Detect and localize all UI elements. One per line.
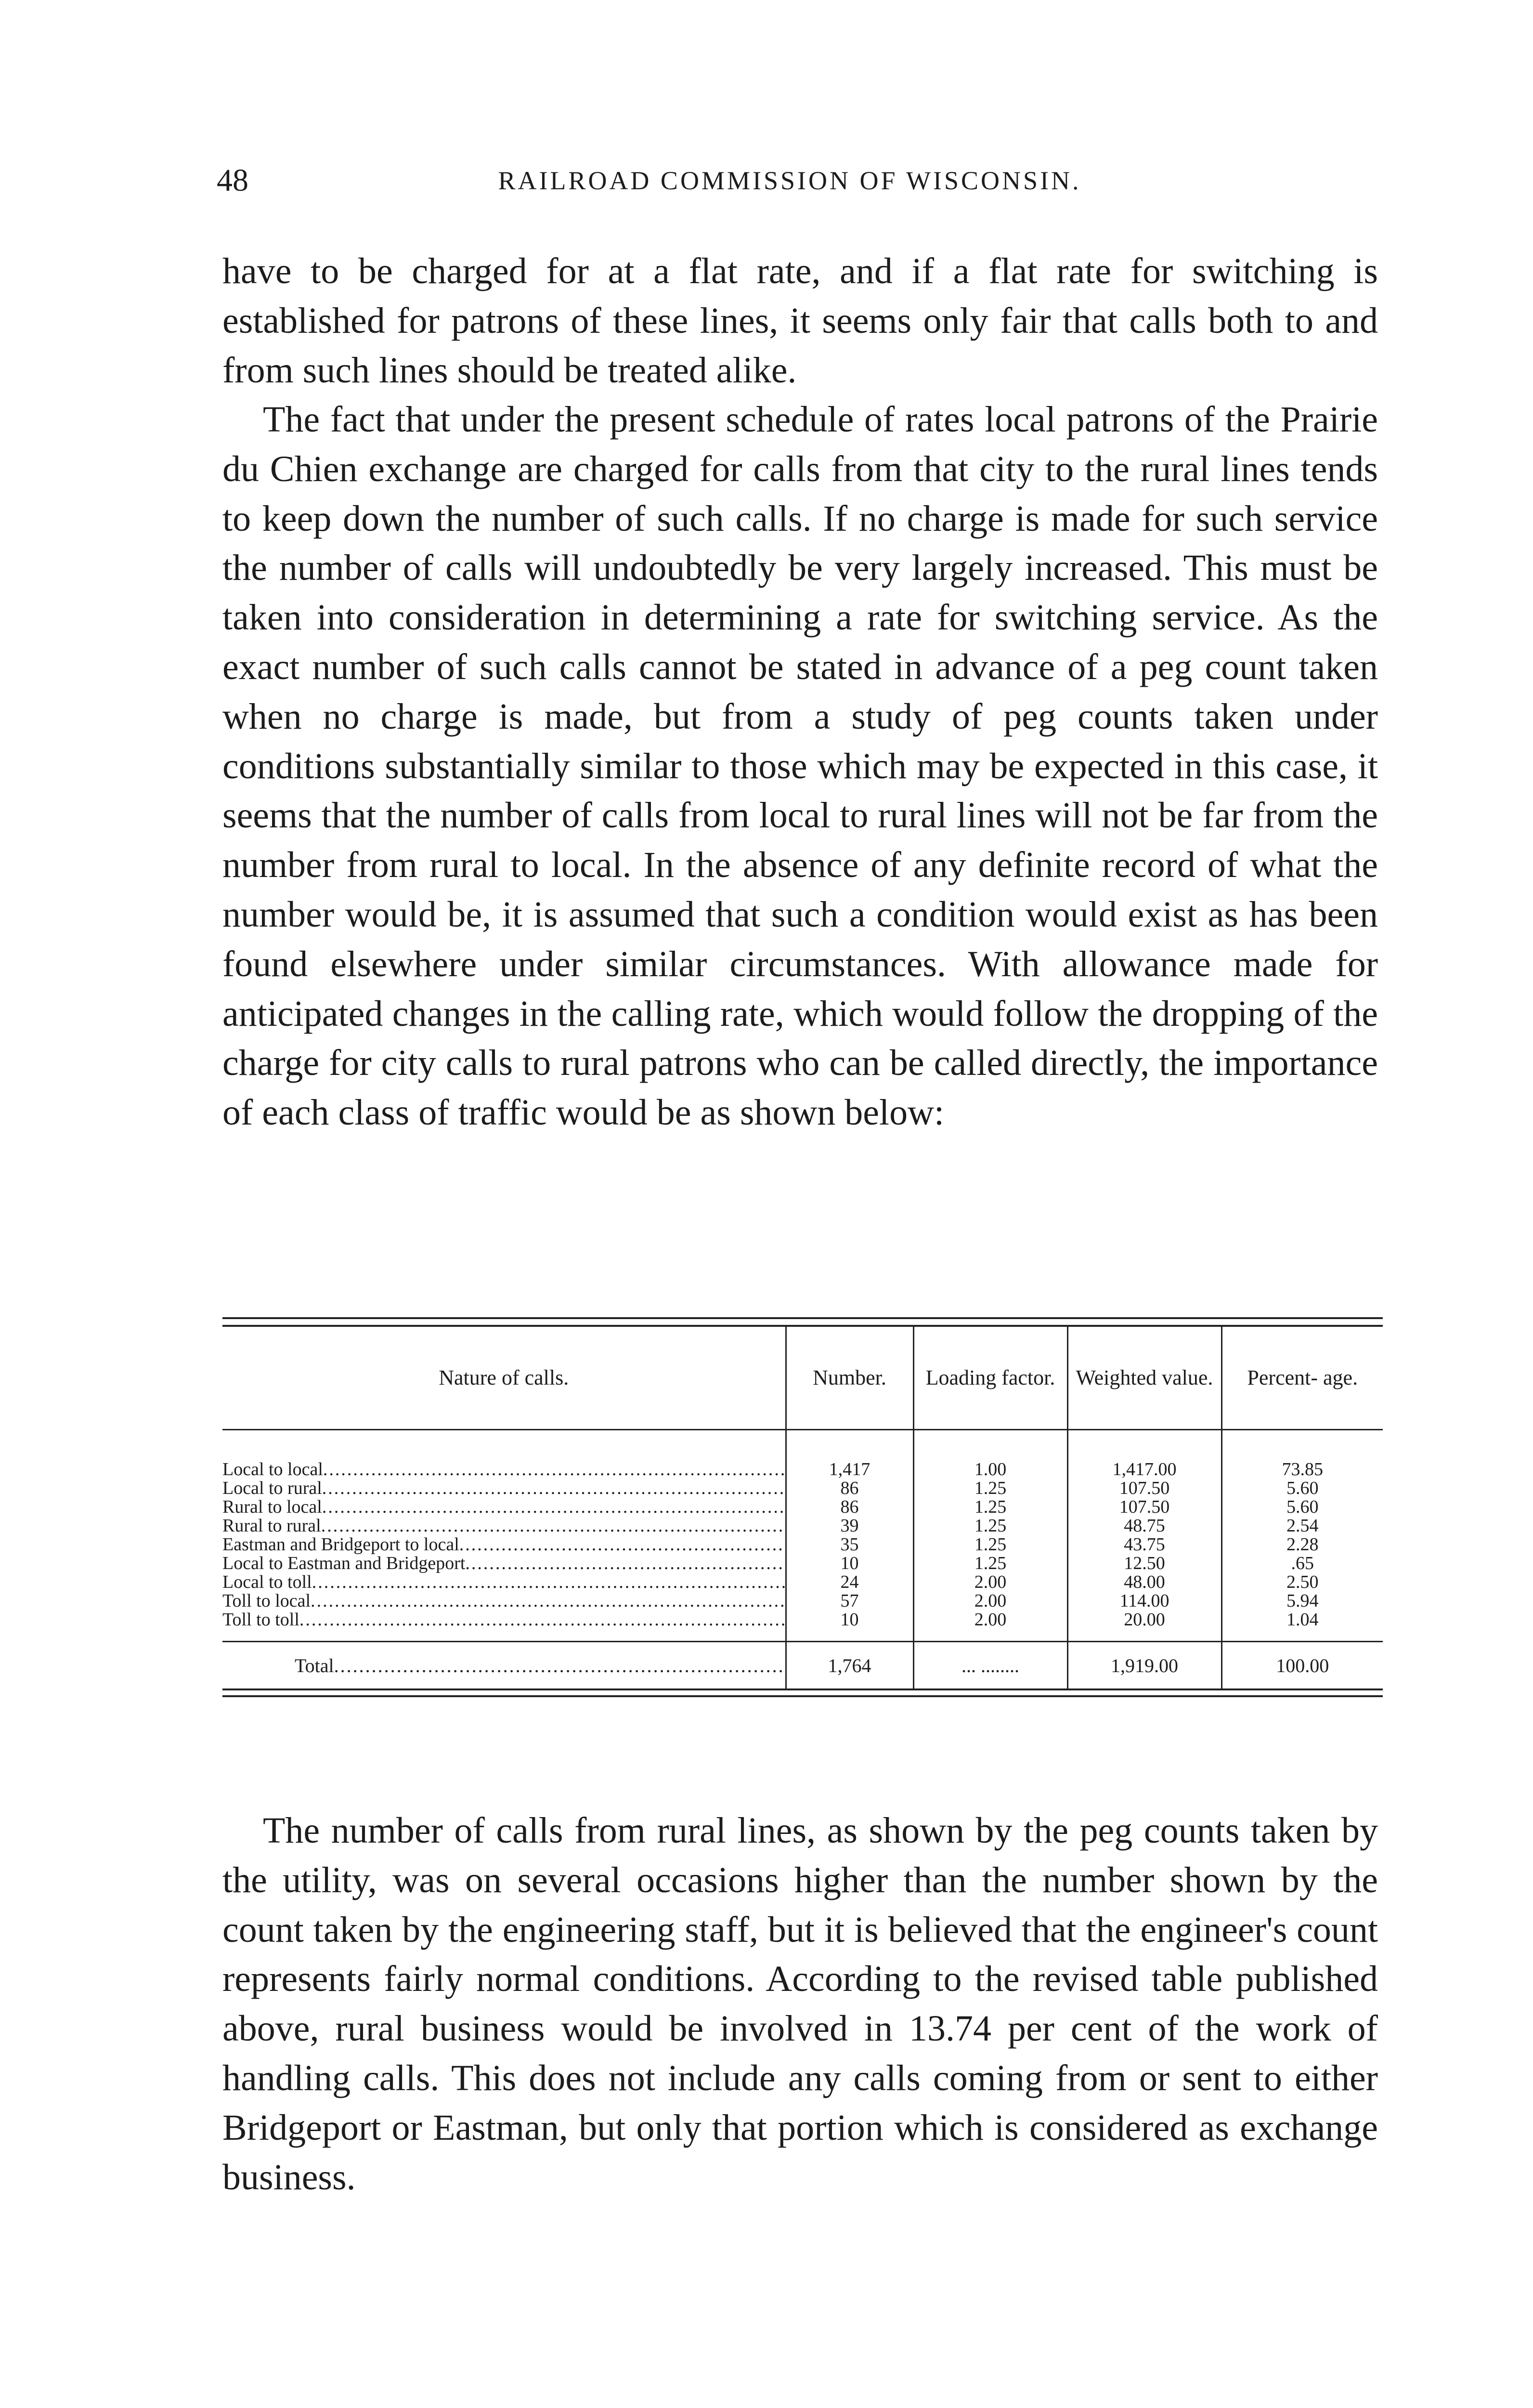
- row-nature: Local to rural: [222, 1479, 322, 1498]
- page-header: [217, 154, 1363, 207]
- row-weighted-value: 12.50: [1067, 1554, 1221, 1573]
- header-number: Number.: [786, 1327, 913, 1430]
- row-number: 10: [786, 1610, 913, 1642]
- row-nature: Eastman and Bridgeport to local: [222, 1535, 459, 1554]
- row-weighted-value: 1,417.00: [1067, 1430, 1221, 1479]
- row-loading-factor: 2.00: [913, 1592, 1067, 1610]
- row-number: 24: [786, 1573, 913, 1592]
- row-nature: Toll to toll: [222, 1610, 299, 1630]
- total-percentage: 100.00: [1221, 1642, 1383, 1689]
- row-loading-factor: 1.00: [913, 1430, 1067, 1479]
- row-loading-factor: 1.25: [913, 1517, 1067, 1535]
- row-percentage: 1.04: [1221, 1610, 1383, 1642]
- table-bottom-rule: [222, 1688, 1383, 1697]
- row-nature: Toll to local: [222, 1592, 311, 1610]
- row-number: 86: [786, 1479, 913, 1498]
- row-nature: Rural to local: [222, 1498, 322, 1517]
- page-number: 48: [217, 163, 248, 198]
- row-nature: Local to Eastman and Bridgeport: [222, 1554, 466, 1573]
- row-percentage: .65: [1221, 1554, 1383, 1573]
- row-percentage: 2.54: [1221, 1517, 1383, 1535]
- table-row: [222, 1498, 1383, 1517]
- row-number: 1,417: [786, 1430, 913, 1479]
- header-weighted-value: Weighted value.: [1067, 1327, 1221, 1430]
- row-loading-factor: 1.25: [913, 1535, 1067, 1554]
- row-number: 57: [786, 1592, 913, 1610]
- row-percentage: 2.50: [1221, 1573, 1383, 1592]
- table-row: [222, 1535, 1383, 1554]
- row-percentage: 5.60: [1221, 1498, 1383, 1517]
- row-percentage: 5.94: [1221, 1592, 1383, 1610]
- table-row: [222, 1610, 1383, 1642]
- row-weighted-value: 48.75: [1067, 1517, 1221, 1535]
- table-row: [222, 1573, 1383, 1592]
- row-number: 39: [786, 1517, 913, 1535]
- row-loading-factor: 1.25: [913, 1554, 1067, 1573]
- table-row: [222, 1517, 1383, 1535]
- header-nature: Nature of calls.: [222, 1327, 786, 1430]
- total-number: 1,764: [786, 1642, 913, 1689]
- row-weighted-value: 107.50: [1067, 1479, 1221, 1498]
- row-number: 10: [786, 1554, 913, 1573]
- row-weighted-value: 48.00: [1067, 1573, 1221, 1592]
- row-loading-factor: 1.25: [913, 1498, 1067, 1517]
- row-weighted-value: 114.00: [1067, 1592, 1221, 1610]
- calls-table: [222, 1327, 1383, 1688]
- total-loading-factor: ... ........: [913, 1642, 1067, 1689]
- row-nature: Local to toll: [222, 1573, 312, 1592]
- running-head: RAILROAD COMMISSION OF WISCONSIN.: [498, 166, 1081, 195]
- row-number: 86: [786, 1498, 913, 1517]
- row-percentage: 73.85: [1221, 1430, 1383, 1479]
- table-total-row: [222, 1642, 1383, 1689]
- row-weighted-value: 107.50: [1067, 1498, 1221, 1517]
- row-loading-factor: 1.25: [913, 1479, 1067, 1498]
- table-top-rule: [222, 1317, 1383, 1327]
- paragraph-peg-counts: The number of calls from rural lines, as shown by the peg counts taken by the utility, was on several occasions higher than the number shown by the count taken by the engineering staff, but it is believed that the engineer's count represents fairly normal conditions. According to the revised table published above, rural business would be involved in 13.74 per cent of the work of handling calls. This does not include any calls coming from or sent to either Bridgeport or Eastman, but only that portion which is considered as exchange business.: [222, 1810, 1378, 2198]
- total-label: Total: [295, 1654, 334, 1676]
- row-percentage: 2.28: [1221, 1535, 1383, 1554]
- table-row: [222, 1479, 1383, 1498]
- row-number: 35: [786, 1535, 913, 1554]
- table-row: [222, 1430, 1383, 1479]
- table-header-row: [222, 1327, 1383, 1430]
- header-percentage: Percent- age.: [1221, 1327, 1383, 1430]
- header-loading-factor: Loading factor.: [913, 1327, 1067, 1430]
- calls-table-section: [222, 1317, 1383, 1697]
- paragraph-continuation: have to be charged for at a flat rate, and if a flat rate for switching is established for patrons of these lines, it seems only fair that calls both to and from such lines should be treated alike.: [222, 251, 1378, 391]
- row-weighted-value: 43.75: [1067, 1535, 1221, 1554]
- row-loading-factor: 2.00: [913, 1610, 1067, 1642]
- table-row: [222, 1554, 1383, 1573]
- total-weighted-value: 1,919.00: [1067, 1642, 1221, 1689]
- row-weighted-value: 20.00: [1067, 1610, 1221, 1642]
- row-nature: Local to local: [222, 1459, 323, 1479]
- row-nature: Rural to rural: [222, 1517, 321, 1535]
- row-loading-factor: 2.00: [913, 1573, 1067, 1592]
- row-percentage: 5.60: [1221, 1479, 1383, 1498]
- paragraph-rates: The fact that under the present schedule of rates local patrons of the Prairie du Chien exchange are charged for calls from that city to the rural lines tends to keep down the number of such calls. If no charge is made for such service the number of calls will undoubtedly be very largely increased. This must be taken into consideration in determining a rate for switching service. As the exact number of such calls cannot be stated in advance of a peg count taken when no charge is made, but from a study of peg counts taken under conditions substantially similar to those which may be expected in this case, it seems that the number of calls from local to rural lines will not be far from the number from rural to local. In the absence of any definite record of what the number would be, it is assumed that such a condition would exist as has been found elsewhere under similar circumstances. With allowance made for anticipated changes in the calling rate, which would follow the dropping of the charge for city calls to rural patrons who can be called directly, the importance of each class of traffic would be as shown below:: [222, 399, 1378, 1133]
- table-row: [222, 1592, 1383, 1610]
